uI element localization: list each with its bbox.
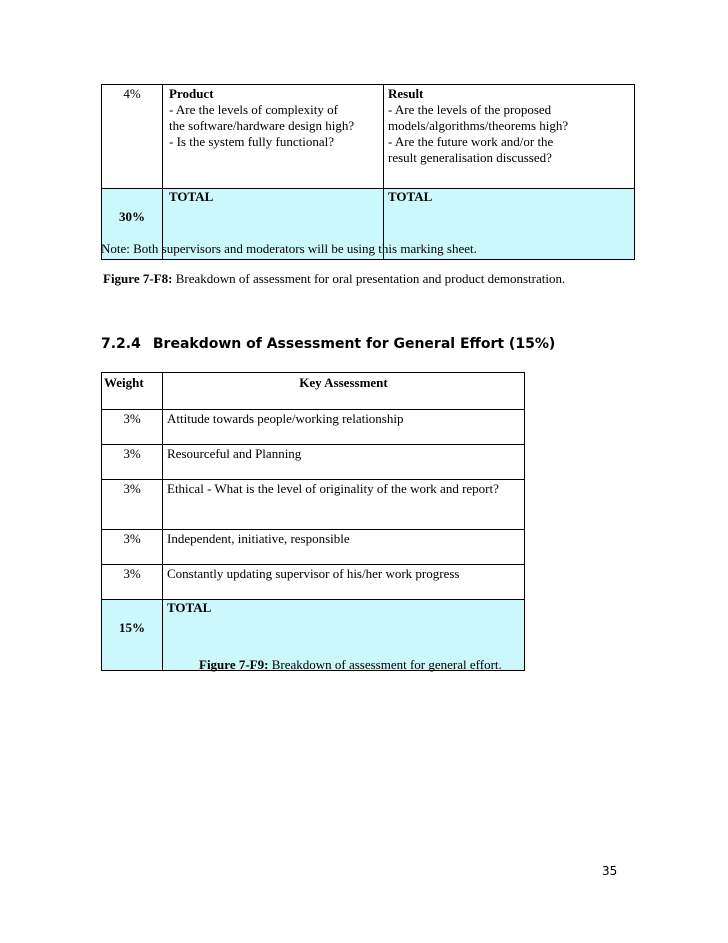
- table-header-row: [102, 373, 525, 410]
- general-effort-table: [101, 372, 525, 671]
- assessment-cell: Independent, initiative, responsible: [163, 530, 525, 565]
- weight-cell: 3%: [102, 445, 163, 480]
- result-criteria-cell: [384, 85, 635, 189]
- figure-label: Figure 7-F9:: [199, 657, 269, 672]
- assessment-cell: Ethical - What is the level of originality of the work and report?: [163, 480, 525, 530]
- figure-caption-f8: [103, 271, 565, 287]
- key-assessment-header: Key Assessment: [163, 373, 525, 410]
- result-line: models/algorithms/theorems high?: [388, 118, 569, 133]
- weight-cell: 3%: [102, 530, 163, 565]
- weight-cell: 3%: [102, 565, 163, 600]
- section-number: 7.2.4: [101, 336, 141, 352]
- total-label-cell: TOTAL: [163, 600, 525, 671]
- table-row: [102, 410, 525, 445]
- assessment-cell: Constantly updating supervisor of his/her work progress: [163, 565, 525, 600]
- weight-header: Weight: [102, 373, 163, 410]
- table-row: [102, 85, 635, 189]
- product-title: Product: [169, 86, 214, 101]
- result-line: result generalisation discussed?: [388, 150, 552, 165]
- figure-caption-text: Breakdown of assessment for oral presentation and product demonstration.: [172, 271, 566, 286]
- table-row: [102, 565, 525, 600]
- result-title: Result: [388, 86, 424, 101]
- weight-cell: 3%: [102, 410, 163, 445]
- total-weight-cell: 15%: [102, 600, 163, 671]
- assessment-cell: Resourceful and Planning: [163, 445, 525, 480]
- total-weight-cell: 30%: [102, 189, 163, 260]
- section-heading: [101, 336, 555, 352]
- table-row: [102, 445, 525, 480]
- table-row: [102, 480, 525, 530]
- figure-label: Figure 7-F8:: [103, 271, 173, 286]
- result-total-cell: TOTAL: [384, 189, 635, 260]
- figure-caption-text: Breakdown of assessment for general effort.: [268, 657, 502, 672]
- marking-table-oral-presentation: [101, 84, 635, 260]
- figure-caption-f9: [199, 657, 502, 673]
- weight-cell: 4%: [102, 85, 163, 189]
- section-title: Breakdown of Assessment for General Effort (15%): [152, 336, 556, 352]
- product-criteria-cell: [163, 85, 384, 189]
- product-line: the software/hardware design high?: [169, 118, 355, 133]
- result-line: - Are the future work and/or the: [388, 134, 554, 149]
- weight-cell: 3%: [102, 480, 163, 530]
- product-line: - Are the levels of complexity of: [169, 102, 338, 117]
- result-line: - Are the levels of the proposed: [388, 102, 552, 117]
- assessment-cell: Attitude towards people/working relationship: [163, 410, 525, 445]
- page-number: 35: [602, 864, 618, 878]
- product-total-cell: TOTAL: [163, 189, 384, 260]
- marking-sheet-note: Note: Both supervisors and moderators will be using this marking sheet.: [101, 241, 477, 256]
- table-row: [102, 530, 525, 565]
- product-line: - Is the system fully functional?: [169, 134, 334, 149]
